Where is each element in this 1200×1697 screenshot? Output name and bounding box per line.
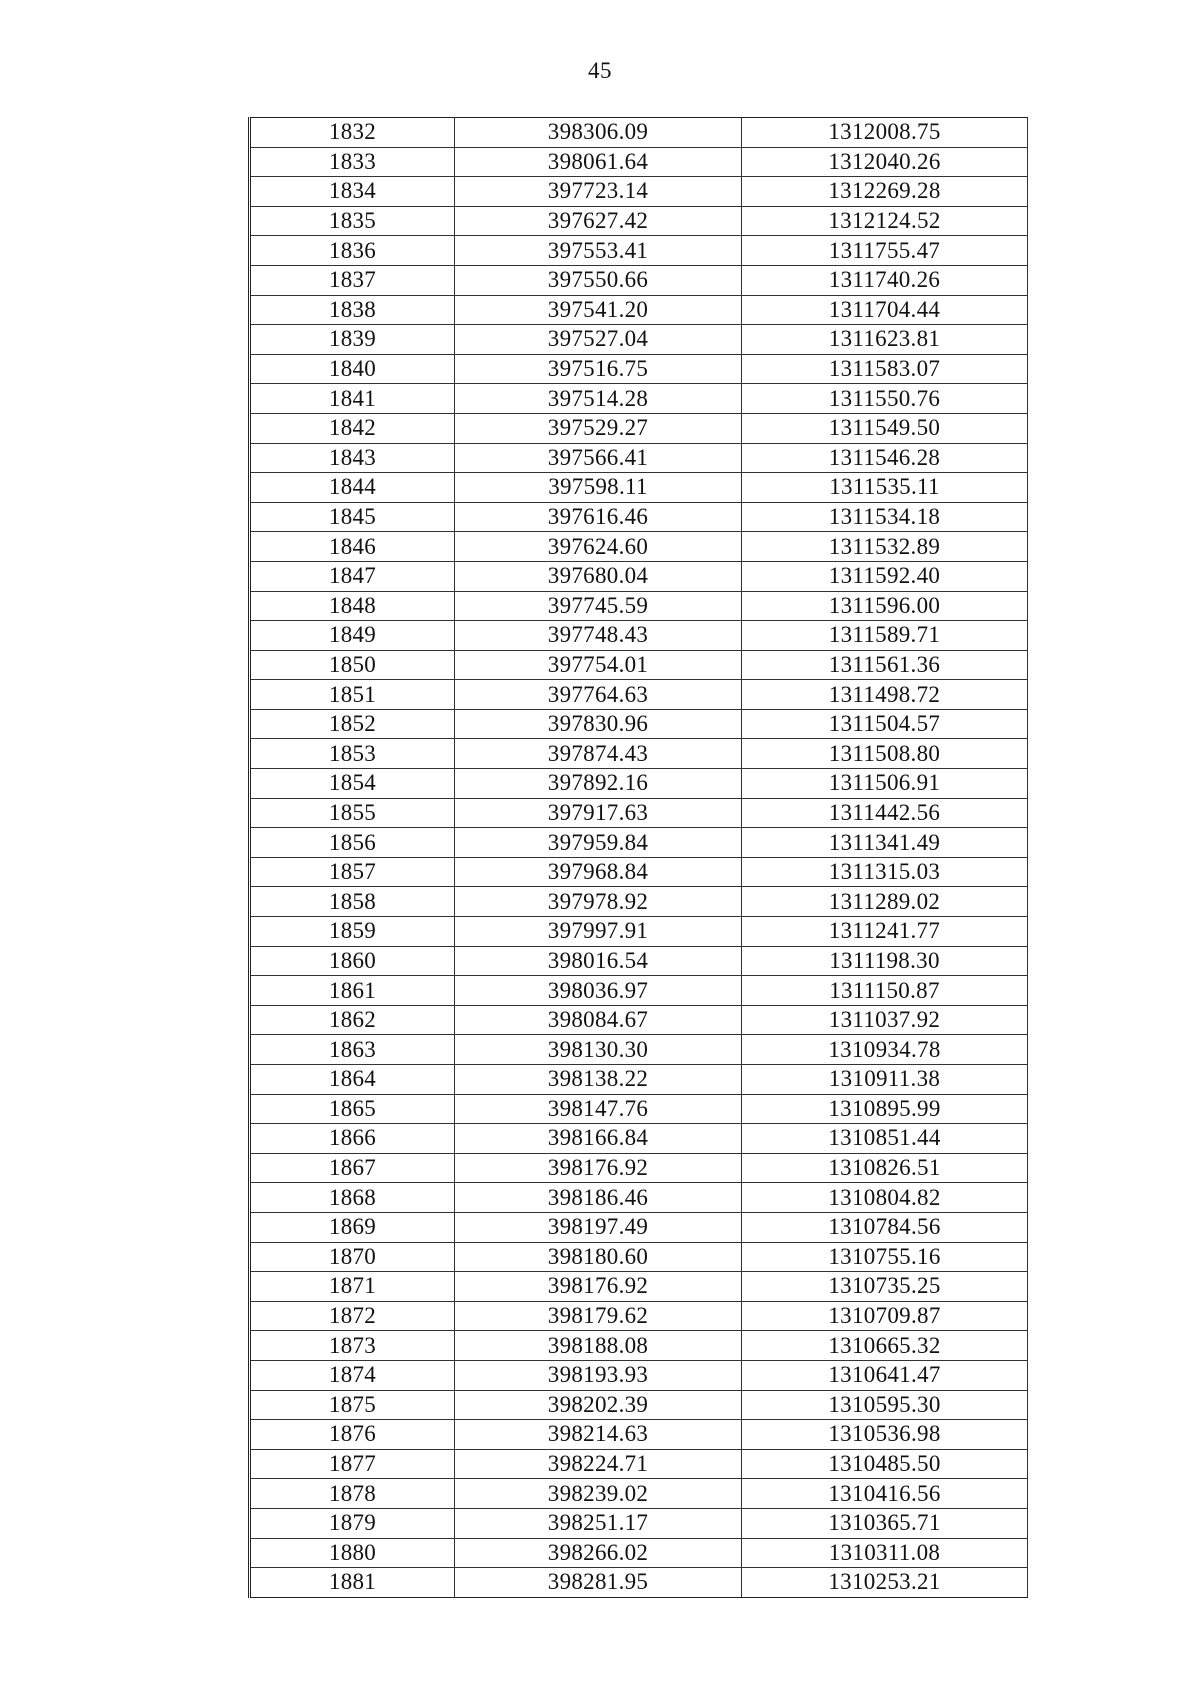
y-coordinate-cell: 1311534.18 — [742, 502, 1028, 532]
y-coordinate-cell: 1311583.07 — [742, 354, 1028, 384]
x-coordinate-cell: 398016.54 — [455, 946, 742, 976]
y-coordinate-cell: 1311289.02 — [742, 887, 1028, 917]
x-coordinate-cell: 397527.04 — [455, 325, 742, 355]
x-coordinate-cell: 398186.46 — [455, 1183, 742, 1213]
y-coordinate-cell: 1311550.76 — [742, 384, 1028, 414]
table-row — [250, 1094, 1028, 1124]
x-coordinate-cell: 397830.96 — [455, 709, 742, 739]
table-row — [250, 295, 1028, 325]
point-number-cell: 1861 — [250, 976, 455, 1006]
x-coordinate-cell: 398176.92 — [455, 1272, 742, 1302]
x-coordinate-cell: 397754.01 — [455, 650, 742, 680]
x-coordinate-cell: 397566.41 — [455, 443, 742, 473]
table-row — [250, 1568, 1028, 1598]
point-number-cell: 1840 — [250, 354, 455, 384]
x-coordinate-cell: 397892.16 — [455, 769, 742, 799]
table-row — [250, 1420, 1028, 1450]
y-coordinate-cell: 1312008.75 — [742, 118, 1028, 148]
table-row — [250, 621, 1028, 651]
point-number-cell: 1843 — [250, 443, 455, 473]
y-coordinate-cell: 1310416.56 — [742, 1479, 1028, 1509]
x-coordinate-cell: 397968.84 — [455, 857, 742, 887]
x-coordinate-cell: 398084.67 — [455, 1005, 742, 1035]
point-number-cell: 1841 — [250, 384, 455, 414]
x-coordinate-cell: 398193.93 — [455, 1360, 742, 1390]
y-coordinate-cell: 1311442.56 — [742, 798, 1028, 828]
table-row — [250, 828, 1028, 858]
table-row — [250, 650, 1028, 680]
table-row — [250, 1479, 1028, 1509]
y-coordinate-cell: 1311589.71 — [742, 621, 1028, 651]
y-coordinate-cell: 1310911.38 — [742, 1065, 1028, 1095]
point-number-cell: 1865 — [250, 1094, 455, 1124]
y-coordinate-cell: 1310536.98 — [742, 1420, 1028, 1450]
x-coordinate-cell: 397616.46 — [455, 502, 742, 532]
point-number-cell: 1855 — [250, 798, 455, 828]
table-row — [250, 384, 1028, 414]
y-coordinate-cell: 1311315.03 — [742, 857, 1028, 887]
x-coordinate-cell: 397978.92 — [455, 887, 742, 917]
x-coordinate-cell: 397917.63 — [455, 798, 742, 828]
point-number-cell: 1881 — [250, 1568, 455, 1598]
table-row — [250, 1390, 1028, 1420]
x-coordinate-cell: 398180.60 — [455, 1242, 742, 1272]
point-number-cell: 1835 — [250, 206, 455, 236]
y-coordinate-cell: 1311241.77 — [742, 917, 1028, 947]
table-row — [250, 1183, 1028, 1213]
point-number-cell: 1874 — [250, 1360, 455, 1390]
point-number-cell: 1848 — [250, 591, 455, 621]
table-row — [250, 1360, 1028, 1390]
y-coordinate-cell: 1311150.87 — [742, 976, 1028, 1006]
point-number-cell: 1864 — [250, 1065, 455, 1095]
x-coordinate-cell: 398306.09 — [455, 118, 742, 148]
x-coordinate-cell: 398036.97 — [455, 976, 742, 1006]
point-number-cell: 1852 — [250, 709, 455, 739]
table-row — [250, 769, 1028, 799]
point-number-cell: 1862 — [250, 1005, 455, 1035]
x-coordinate-cell: 398202.39 — [455, 1390, 742, 1420]
y-coordinate-cell: 1311508.80 — [742, 739, 1028, 769]
point-number-cell: 1838 — [250, 295, 455, 325]
y-coordinate-cell: 1311755.47 — [742, 236, 1028, 266]
y-coordinate-cell: 1310735.25 — [742, 1272, 1028, 1302]
table-row — [250, 413, 1028, 443]
x-coordinate-cell: 397764.63 — [455, 680, 742, 710]
table-row — [250, 739, 1028, 769]
x-coordinate-cell: 397550.66 — [455, 265, 742, 295]
y-coordinate-cell: 1310709.87 — [742, 1301, 1028, 1331]
y-coordinate-cell: 1310934.78 — [742, 1035, 1028, 1065]
point-number-cell: 1842 — [250, 413, 455, 443]
y-coordinate-cell: 1310365.71 — [742, 1508, 1028, 1538]
y-coordinate-cell: 1310851.44 — [742, 1124, 1028, 1154]
table-row — [250, 1538, 1028, 1568]
y-coordinate-cell: 1311498.72 — [742, 680, 1028, 710]
point-number-cell: 1879 — [250, 1508, 455, 1538]
table-row — [250, 118, 1028, 148]
table-row — [250, 502, 1028, 532]
table-row — [250, 443, 1028, 473]
point-number-cell: 1867 — [250, 1153, 455, 1183]
page-number: 45 — [588, 58, 612, 83]
table-row — [250, 1153, 1028, 1183]
x-coordinate-cell: 397874.43 — [455, 739, 742, 769]
y-coordinate-cell: 1310804.82 — [742, 1183, 1028, 1213]
table-row — [250, 147, 1028, 177]
table-row — [250, 1005, 1028, 1035]
table-row — [250, 976, 1028, 1006]
point-number-cell: 1860 — [250, 946, 455, 976]
y-coordinate-cell: 1311504.57 — [742, 709, 1028, 739]
point-number-cell: 1866 — [250, 1124, 455, 1154]
table-row — [250, 946, 1028, 976]
y-coordinate-cell: 1310641.47 — [742, 1360, 1028, 1390]
y-coordinate-cell: 1311037.92 — [742, 1005, 1028, 1035]
point-number-cell: 1868 — [250, 1183, 455, 1213]
x-coordinate-cell: 398197.49 — [455, 1212, 742, 1242]
table-row — [250, 206, 1028, 236]
x-coordinate-cell: 398239.02 — [455, 1479, 742, 1509]
x-coordinate-cell: 398176.92 — [455, 1153, 742, 1183]
point-number-cell: 1844 — [250, 473, 455, 503]
y-coordinate-cell: 1311623.81 — [742, 325, 1028, 355]
table-row — [250, 1508, 1028, 1538]
point-number-cell: 1839 — [250, 325, 455, 355]
point-number-cell: 1878 — [250, 1479, 455, 1509]
y-coordinate-cell: 1310253.21 — [742, 1568, 1028, 1598]
y-coordinate-cell: 1310826.51 — [742, 1153, 1028, 1183]
x-coordinate-cell: 397598.11 — [455, 473, 742, 503]
point-number-cell: 1832 — [250, 118, 455, 148]
x-coordinate-cell: 397553.41 — [455, 236, 742, 266]
y-coordinate-cell: 1311532.89 — [742, 532, 1028, 562]
x-coordinate-cell: 398214.63 — [455, 1420, 742, 1450]
point-number-cell: 1859 — [250, 917, 455, 947]
x-coordinate-cell: 398130.30 — [455, 1035, 742, 1065]
y-coordinate-cell: 1310755.16 — [742, 1242, 1028, 1272]
x-coordinate-cell: 397624.60 — [455, 532, 742, 562]
x-coordinate-cell: 397529.27 — [455, 413, 742, 443]
point-number-cell: 1856 — [250, 828, 455, 858]
x-coordinate-cell: 397514.28 — [455, 384, 742, 414]
y-coordinate-cell: 1312269.28 — [742, 177, 1028, 207]
point-number-cell: 1845 — [250, 502, 455, 532]
table-row — [250, 473, 1028, 503]
x-coordinate-cell: 397745.59 — [455, 591, 742, 621]
table-row — [250, 177, 1028, 207]
x-coordinate-cell: 397959.84 — [455, 828, 742, 858]
x-coordinate-cell: 397627.42 — [455, 206, 742, 236]
table-row — [250, 1449, 1028, 1479]
table-row — [250, 1272, 1028, 1302]
point-number-cell: 1850 — [250, 650, 455, 680]
x-coordinate-cell: 398224.71 — [455, 1449, 742, 1479]
table-row — [250, 1242, 1028, 1272]
x-coordinate-cell: 397680.04 — [455, 561, 742, 591]
x-coordinate-cell: 398266.02 — [455, 1538, 742, 1568]
table-row — [250, 917, 1028, 947]
x-coordinate-cell: 398138.22 — [455, 1065, 742, 1095]
x-coordinate-cell: 397748.43 — [455, 621, 742, 651]
y-coordinate-cell: 1311198.30 — [742, 946, 1028, 976]
point-number-cell: 1869 — [250, 1212, 455, 1242]
coordinates-table-body — [250, 118, 1028, 1598]
table-row — [250, 532, 1028, 562]
x-coordinate-cell: 398147.76 — [455, 1094, 742, 1124]
x-coordinate-cell: 397723.14 — [455, 177, 742, 207]
y-coordinate-cell: 1311592.40 — [742, 561, 1028, 591]
table-row — [250, 798, 1028, 828]
point-number-cell: 1872 — [250, 1301, 455, 1331]
table-row — [250, 1212, 1028, 1242]
x-coordinate-cell: 397516.75 — [455, 354, 742, 384]
point-number-cell: 1871 — [250, 1272, 455, 1302]
y-coordinate-cell: 1311535.11 — [742, 473, 1028, 503]
x-coordinate-cell: 397541.20 — [455, 295, 742, 325]
table-row — [250, 1065, 1028, 1095]
table-row — [250, 325, 1028, 355]
point-number-cell: 1863 — [250, 1035, 455, 1065]
point-number-cell: 1834 — [250, 177, 455, 207]
coordinates-table — [248, 117, 1028, 1598]
table-row — [250, 1035, 1028, 1065]
table-row — [250, 1301, 1028, 1331]
table-row — [250, 591, 1028, 621]
x-coordinate-cell: 398281.95 — [455, 1568, 742, 1598]
y-coordinate-cell: 1311506.91 — [742, 769, 1028, 799]
y-coordinate-cell: 1310895.99 — [742, 1094, 1028, 1124]
y-coordinate-cell: 1311549.50 — [742, 413, 1028, 443]
point-number-cell: 1876 — [250, 1420, 455, 1450]
table-row — [250, 265, 1028, 295]
x-coordinate-cell: 398166.84 — [455, 1124, 742, 1154]
table-row — [250, 887, 1028, 917]
y-coordinate-cell: 1310311.08 — [742, 1538, 1028, 1568]
point-number-cell: 1837 — [250, 265, 455, 295]
y-coordinate-cell: 1310595.30 — [742, 1390, 1028, 1420]
point-number-cell: 1853 — [250, 739, 455, 769]
table-row — [250, 236, 1028, 266]
point-number-cell: 1873 — [250, 1331, 455, 1361]
y-coordinate-cell: 1311740.26 — [742, 265, 1028, 295]
point-number-cell: 1836 — [250, 236, 455, 266]
table-row — [250, 709, 1028, 739]
point-number-cell: 1858 — [250, 887, 455, 917]
point-number-cell: 1846 — [250, 532, 455, 562]
x-coordinate-cell: 398179.62 — [455, 1301, 742, 1331]
y-coordinate-cell: 1311596.00 — [742, 591, 1028, 621]
table-row — [250, 561, 1028, 591]
point-number-cell: 1877 — [250, 1449, 455, 1479]
y-coordinate-cell: 1311546.28 — [742, 443, 1028, 473]
point-number-cell: 1870 — [250, 1242, 455, 1272]
x-coordinate-cell: 398251.17 — [455, 1508, 742, 1538]
point-number-cell: 1849 — [250, 621, 455, 651]
point-number-cell: 1854 — [250, 769, 455, 799]
point-number-cell: 1847 — [250, 561, 455, 591]
y-coordinate-cell: 1311704.44 — [742, 295, 1028, 325]
x-coordinate-cell: 397997.91 — [455, 917, 742, 947]
point-number-cell: 1851 — [250, 680, 455, 710]
y-coordinate-cell: 1310665.32 — [742, 1331, 1028, 1361]
table-row — [250, 1124, 1028, 1154]
y-coordinate-cell: 1310485.50 — [742, 1449, 1028, 1479]
point-number-cell: 1857 — [250, 857, 455, 887]
point-number-cell: 1833 — [250, 147, 455, 177]
y-coordinate-cell: 1312040.26 — [742, 147, 1028, 177]
y-coordinate-cell: 1311561.36 — [742, 650, 1028, 680]
table-row — [250, 354, 1028, 384]
x-coordinate-cell: 398188.08 — [455, 1331, 742, 1361]
y-coordinate-cell: 1310784.56 — [742, 1212, 1028, 1242]
point-number-cell: 1880 — [250, 1538, 455, 1568]
table-row — [250, 680, 1028, 710]
x-coordinate-cell: 398061.64 — [455, 147, 742, 177]
table-row — [250, 1331, 1028, 1361]
point-number-cell: 1875 — [250, 1390, 455, 1420]
y-coordinate-cell: 1312124.52 — [742, 206, 1028, 236]
table-row — [250, 857, 1028, 887]
y-coordinate-cell: 1311341.49 — [742, 828, 1028, 858]
